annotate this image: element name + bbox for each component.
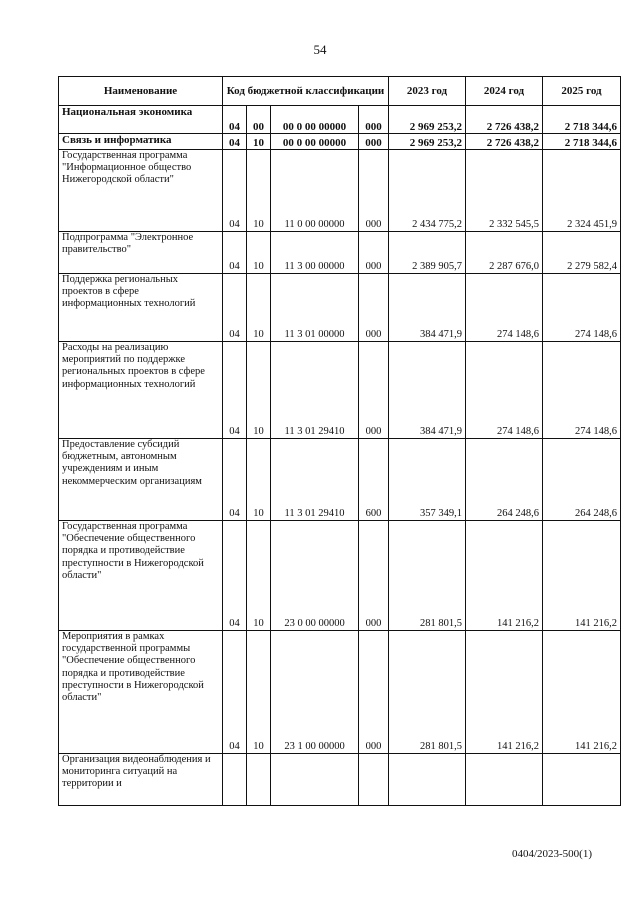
row-name: Государственная программа "Информационное общество Нижегородской области" — [59, 150, 223, 232]
code-section: 04 — [223, 342, 247, 439]
code-section: 04 — [223, 439, 247, 521]
value-2024: 264 248,6 — [466, 439, 543, 521]
table-row — [59, 342, 621, 439]
value-2024: 274 148,6 — [466, 342, 543, 439]
value-2024: 2 726 438,2 — [466, 106, 543, 134]
value-2023: 2 969 253,2 — [389, 106, 466, 134]
code-subsection: 10 — [247, 342, 271, 439]
table-row — [59, 274, 621, 342]
header-name: Наименование — [59, 77, 223, 106]
table-row — [59, 521, 621, 631]
code-section: 04 — [223, 150, 247, 232]
value-2025: 274 148,6 — [543, 342, 621, 439]
value-2025 — [543, 754, 621, 806]
header-code: Код бюджетной классификации — [223, 77, 389, 106]
value-2023 — [389, 754, 466, 806]
code-subsection — [247, 754, 271, 806]
header-2023: 2023 год — [389, 77, 466, 106]
value-2024 — [466, 754, 543, 806]
code-expense-type: 000 — [359, 274, 389, 342]
code-subsection: 10 — [247, 439, 271, 521]
row-name: Предоставление субсидий бюджетным, автономным учреждениям и иным некоммерческим организациям — [59, 439, 223, 521]
code-target-article: 11 0 00 00000 — [271, 150, 359, 232]
code-section — [223, 754, 247, 806]
table-row — [59, 754, 621, 806]
code-target-article: 11 3 00 00000 — [271, 232, 359, 274]
code-subsection: 00 — [247, 106, 271, 134]
value-2023: 357 349,1 — [389, 439, 466, 521]
value-2023: 384 471,9 — [389, 274, 466, 342]
code-subsection: 10 — [247, 134, 271, 150]
code-expense-type — [359, 754, 389, 806]
value-2025: 264 248,6 — [543, 439, 621, 521]
value-2025: 141 216,2 — [543, 631, 621, 754]
page-number: 54 — [313, 42, 327, 57]
budget-table — [58, 76, 621, 806]
code-section: 04 — [223, 134, 247, 150]
value-2025: 141 216,2 — [543, 521, 621, 631]
code-subsection: 10 — [247, 631, 271, 754]
code-section: 04 — [223, 274, 247, 342]
code-target-article: 23 0 00 00000 — [271, 521, 359, 631]
row-name: Расходы на реализацию мероприятий по поддержке региональных проектов в сфере информационных технологий — [59, 342, 223, 439]
table-row — [59, 631, 621, 754]
table-row — [59, 232, 621, 274]
row-name: Мероприятия в рамках государственной программы "Обеспечение общественного порядка и противодействие преступности в Нижегородской области" — [59, 631, 223, 754]
code-expense-type: 000 — [359, 521, 389, 631]
code-subsection: 10 — [247, 274, 271, 342]
code-expense-type: 000 — [359, 232, 389, 274]
code-expense-type: 000 — [359, 134, 389, 150]
code-target-article: 11 3 01 29410 — [271, 342, 359, 439]
value-2024: 2 287 676,0 — [466, 232, 543, 274]
row-name: Поддержка региональных проектов в сфере информационных технологий — [59, 274, 223, 342]
table-row — [59, 150, 621, 232]
value-2025: 2 324 451,9 — [543, 150, 621, 232]
code-subsection: 10 — [247, 150, 271, 232]
code-expense-type: 000 — [359, 631, 389, 754]
value-2025: 2 279 582,4 — [543, 232, 621, 274]
code-target-article — [271, 754, 359, 806]
code-subsection: 10 — [247, 521, 271, 631]
value-2023: 2 434 775,2 — [389, 150, 466, 232]
code-target-article: 11 3 01 29410 — [271, 439, 359, 521]
value-2023: 2 969 253,2 — [389, 134, 466, 150]
code-target-article: 00 0 00 00000 — [271, 134, 359, 150]
value-2024: 141 216,2 — [466, 521, 543, 631]
value-2023: 281 801,5 — [389, 521, 466, 631]
row-name: Государственная программа "Обеспечение общественного порядка и противодействие преступности в Нижегородской области" — [59, 521, 223, 631]
code-section: 04 — [223, 521, 247, 631]
code-section: 04 — [223, 631, 247, 754]
table-row — [59, 134, 621, 150]
code-expense-type: 000 — [359, 150, 389, 232]
code-subsection: 10 — [247, 232, 271, 274]
value-2023: 281 801,5 — [389, 631, 466, 754]
table-row — [59, 106, 621, 134]
code-section: 04 — [223, 232, 247, 274]
value-2024: 2 726 438,2 — [466, 134, 543, 150]
code-target-article: 11 3 01 00000 — [271, 274, 359, 342]
value-2025: 274 148,6 — [543, 274, 621, 342]
row-name: Организация видеонаблюдения и мониторинга ситуаций на территории и — [59, 754, 223, 806]
code-expense-type: 600 — [359, 439, 389, 521]
row-name: Национальная экономика — [59, 106, 223, 134]
header-2024: 2024 год — [466, 77, 543, 106]
code-target-article: 23 1 00 00000 — [271, 631, 359, 754]
code-expense-type: 000 — [359, 106, 389, 134]
table-row — [59, 439, 621, 521]
value-2023: 384 471,9 — [389, 342, 466, 439]
code-target-article: 00 0 00 00000 — [271, 106, 359, 134]
code-section: 04 — [223, 106, 247, 134]
value-2024: 274 148,6 — [466, 274, 543, 342]
value-2025: 2 718 344,6 — [543, 106, 621, 134]
table-body — [59, 106, 621, 806]
value-2024: 141 216,2 — [466, 631, 543, 754]
header-2025: 2025 год — [543, 77, 621, 106]
row-name: Подпрограмма "Электронное правительство" — [59, 232, 223, 274]
row-name: Связь и информатика — [59, 134, 223, 150]
footer-code: 0404/2023-500(1) — [511, 848, 592, 860]
table-header-row — [59, 77, 621, 106]
value-2024: 2 332 545,5 — [466, 150, 543, 232]
value-2023: 2 389 905,7 — [389, 232, 466, 274]
code-expense-type: 000 — [359, 342, 389, 439]
value-2025: 2 718 344,6 — [543, 134, 621, 150]
